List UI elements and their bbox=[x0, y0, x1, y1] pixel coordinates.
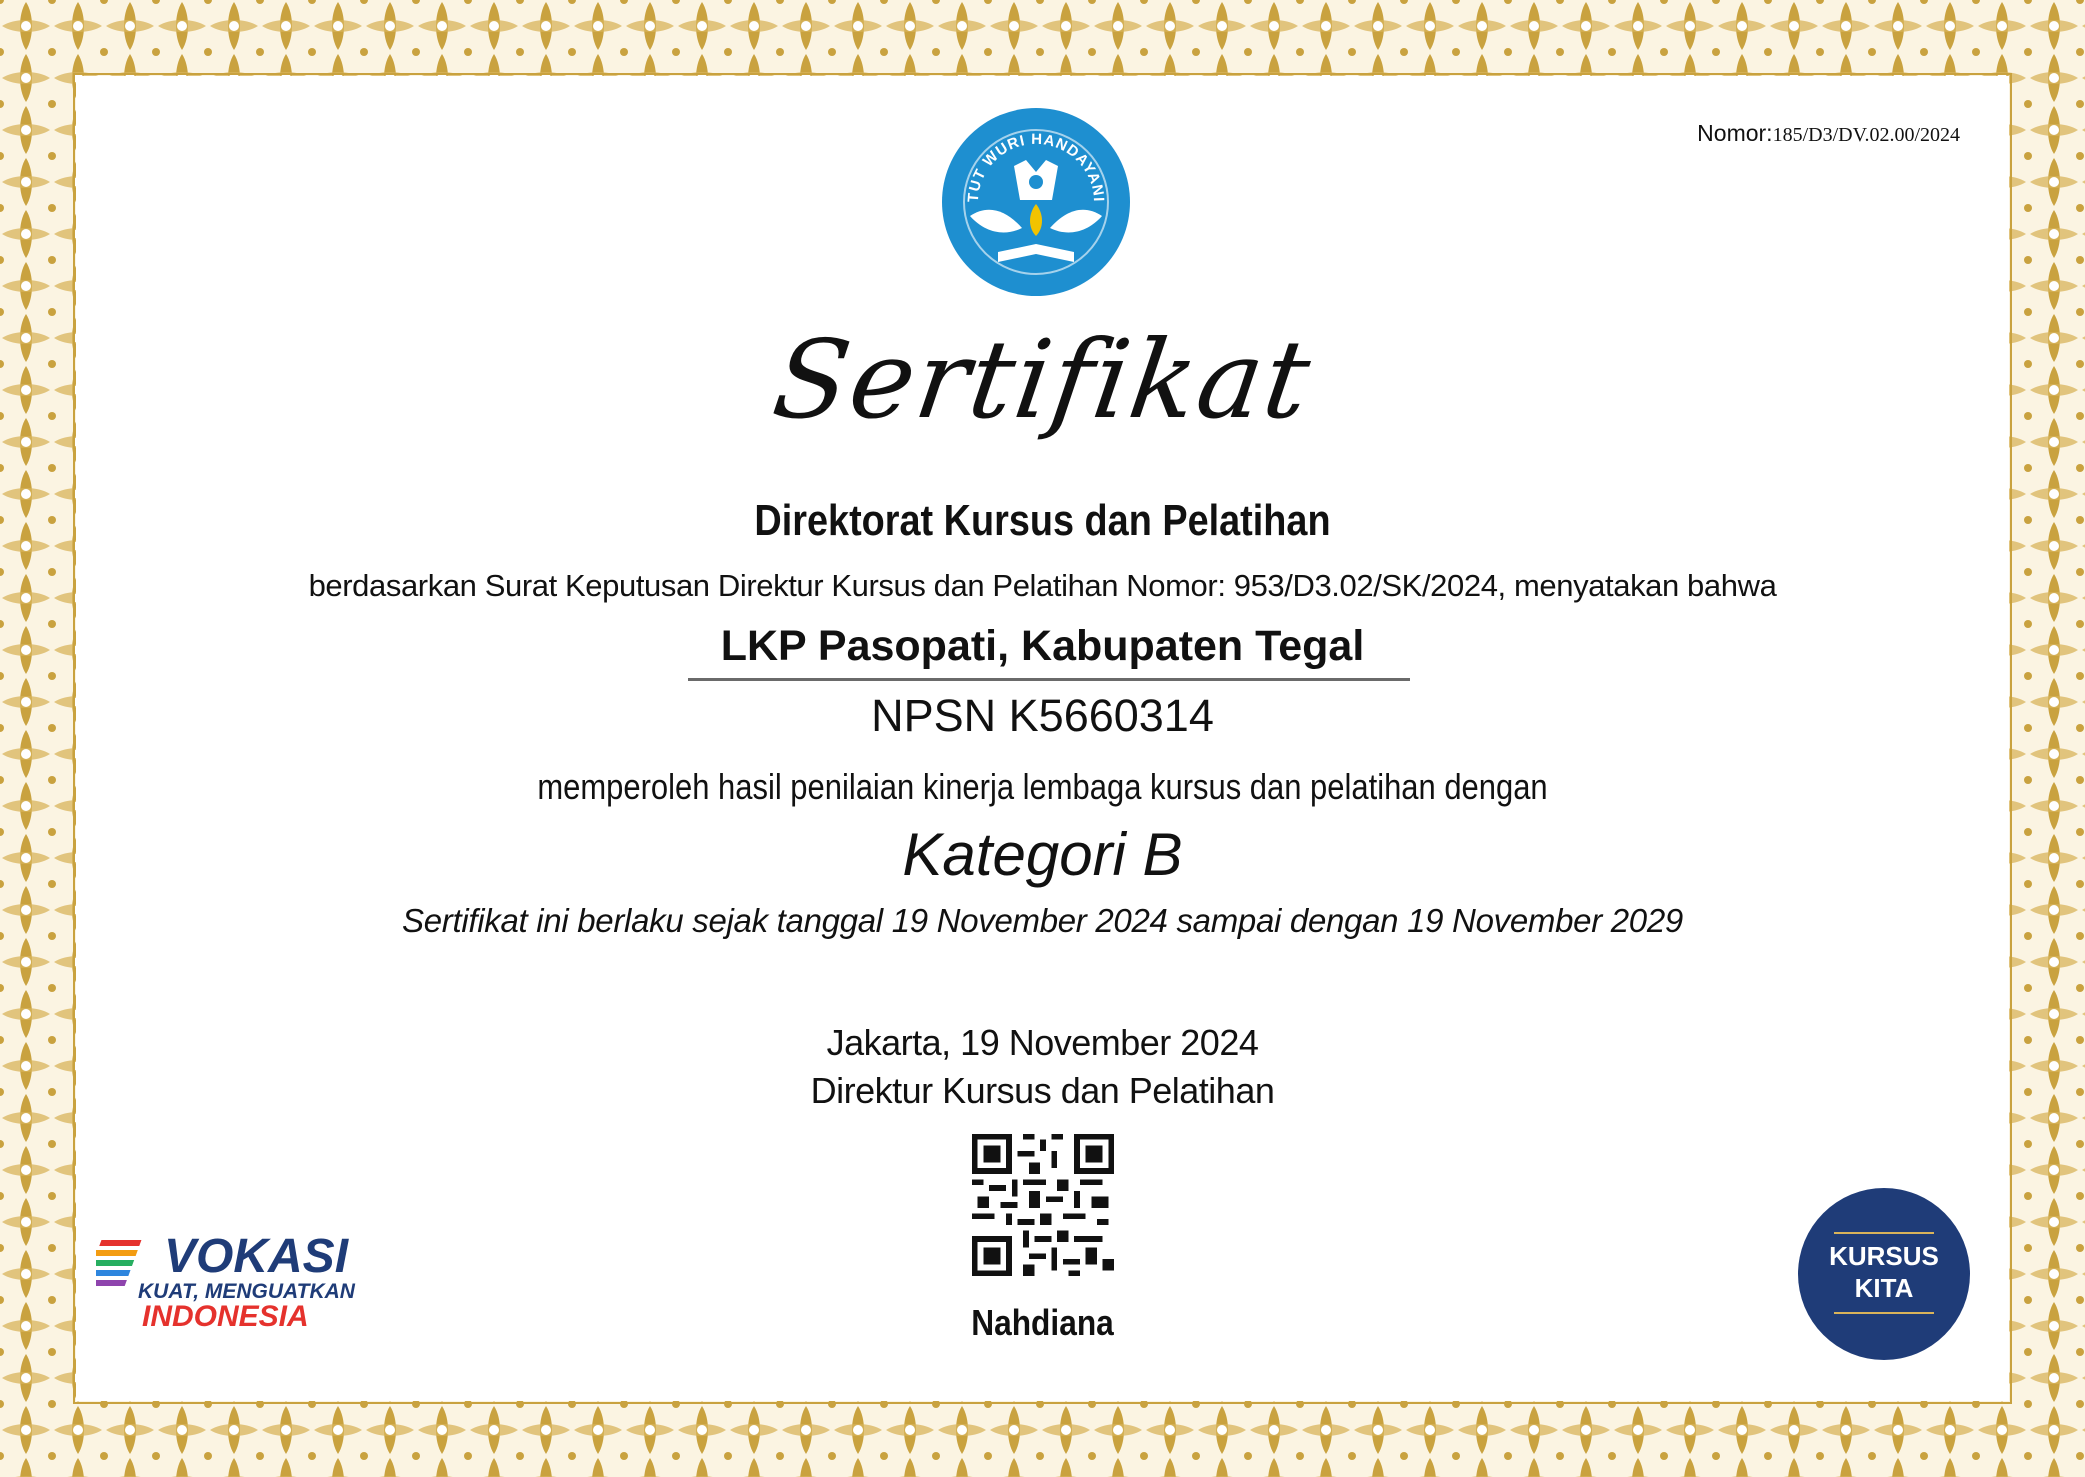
kursus-kita-line2: KITA bbox=[1854, 1273, 1914, 1303]
vokasi-logo-icon bbox=[96, 1222, 396, 1334]
kursus-kita-line1: KURSUS bbox=[1829, 1241, 1939, 1271]
kursus-kita-logo-icon bbox=[1798, 1188, 1970, 1360]
signatory-title: Direktur Kursus dan Pelatihan bbox=[810, 1070, 1275, 1111]
npsn-number: NPSN K5660314 bbox=[871, 690, 1214, 741]
institution-name: LKP Pasopati, Kabupaten Tegal bbox=[720, 622, 1365, 670]
kursus-kita-top-rule bbox=[1834, 1232, 1934, 1234]
assessment-statement: memperoleh hasil penilaian kinerja lembaga kursus dan pelatihan dengan bbox=[537, 766, 1548, 807]
issuer-heading: Direktorat Kursus dan Pelatihan bbox=[754, 496, 1331, 545]
category-result: Kategori B bbox=[902, 821, 1183, 888]
vokasi-line2: KUAT, MENGUATKAN bbox=[138, 1280, 355, 1303]
place-and-date: Jakarta, 19 November 2024 bbox=[826, 1022, 1259, 1063]
certificate-number-label: Nomor: bbox=[1697, 120, 1773, 146]
vokasi-line1: VOKASI bbox=[164, 1230, 349, 1283]
certificate-number bbox=[1580, 120, 1960, 147]
emblem-motto: TUT WURI HANDAYANI bbox=[964, 130, 1108, 203]
vokasi-line3: INDONESIA bbox=[142, 1300, 309, 1333]
institution-underline bbox=[688, 678, 1410, 681]
qr-code-icon[interactable] bbox=[972, 1134, 1114, 1276]
signatory-name: Nahdiana bbox=[971, 1302, 1114, 1343]
validity-period: Sertifikat ini berlaku sejak tanggal 19 November 2024 sampai dengan 19 November 2029 bbox=[402, 902, 1683, 939]
certificate-number-value: 185/D3/DV.02.00/2024 bbox=[1772, 124, 1960, 146]
certificate-title: Sertifikat bbox=[766, 318, 1319, 443]
decree-statement: berdasarkan Surat Keputusan Direktur Kursus dan Pelatihan Nomor: 953/D3.02/SK/2024, menyatakan bahwa bbox=[308, 568, 1777, 603]
kursus-kita-bottom-rule bbox=[1834, 1312, 1934, 1314]
tut-wuri-handayani-emblem-icon bbox=[940, 106, 1132, 298]
kursus-kita-text bbox=[1798, 1240, 1970, 1304]
